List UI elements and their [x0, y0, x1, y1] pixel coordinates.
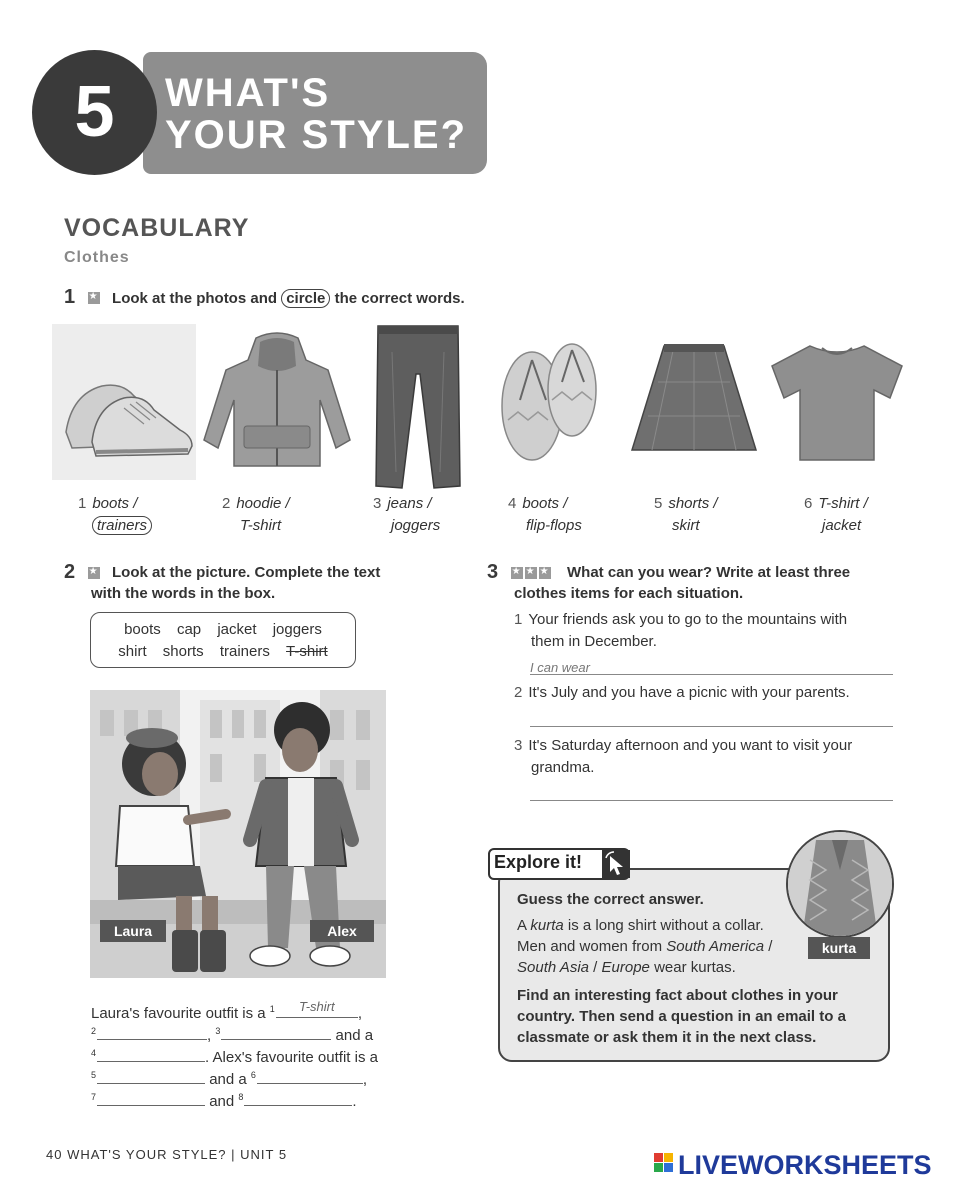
alex-label: Alex: [310, 920, 374, 942]
example-answer: T-shirt: [298, 999, 335, 1014]
gap-3-field[interactable]: [221, 1025, 331, 1040]
ex1-heading: [64, 286, 465, 309]
gap-number: 8: [238, 1092, 244, 1102]
jeans-photo: [372, 322, 464, 490]
ex2-text-line5: [91, 1086, 421, 1113]
trainers-photo: [52, 324, 196, 480]
hoodie-photo: [202, 330, 352, 470]
star-icon: [88, 292, 100, 304]
gap-number: 1: [269, 1004, 275, 1014]
ex1-item-number: 6: [804, 495, 813, 512]
liveworksheets-brand[interactable]: LIVEWORKSHEETS: [678, 1150, 932, 1180]
gap-number: 3: [215, 1026, 221, 1036]
ex2-instruction-line2: with the words in the box.: [91, 585, 276, 602]
word-box-item: shirt: [118, 643, 147, 660]
question-number: 3: [514, 737, 523, 754]
gap-6-field[interactable]: [257, 1069, 363, 1084]
ex1-item-number: 1: [78, 495, 87, 512]
ex1-item-number: 4: [508, 495, 517, 512]
question-number: 1: [514, 611, 523, 628]
star-icon: [511, 567, 523, 579]
ex1-option-a[interactable]: jeans /: [387, 495, 432, 512]
ex1-item-5: [654, 493, 764, 537]
ex1-item-4: [508, 493, 618, 537]
question-text-cont: grandma.: [531, 759, 595, 776]
word-box-item-used: T-shirt: [286, 643, 328, 660]
slash: /: [768, 938, 773, 955]
and-text: and: [209, 1093, 235, 1110]
alex-text: . Alex's favourite outfit is a: [205, 1049, 378, 1066]
answer-line-3[interactable]: [530, 780, 893, 801]
word-box-row1: [91, 619, 355, 641]
ex3-instruction-line1: What can you wear? Write at least three: [567, 564, 851, 581]
ex3-question-2: [514, 682, 894, 704]
section-title: VOCABULARY: [64, 214, 250, 242]
ex1-option-a[interactable]: boots /: [92, 495, 138, 512]
kurta-label: kurta: [808, 937, 870, 959]
unit-title: [165, 72, 467, 156]
ex1-option-a[interactable]: hoodie /: [236, 495, 290, 512]
laura-label: Laura: [100, 920, 166, 942]
answer-line-2[interactable]: [530, 706, 893, 727]
ex1-item-number: 5: [654, 495, 663, 512]
unit-number: 5: [74, 72, 115, 152]
and-a-text: and a: [335, 1027, 374, 1044]
ex1-item-2: [222, 493, 332, 537]
word-box-item: trainers: [219, 643, 270, 660]
word-box-row2: [91, 641, 355, 663]
gap-4-field[interactable]: [97, 1047, 205, 1062]
explore-option-south-america[interactable]: South America: [666, 938, 765, 955]
ex1-number: 1: [64, 286, 76, 308]
explore-paragraph: [517, 915, 797, 978]
tshirt-photo: [770, 342, 904, 464]
explore-task-line: Find an interesting fact about clothes in your: [517, 987, 838, 1004]
ex1-option-b[interactable]: T-shirt: [240, 517, 282, 534]
explore-kurta-word: kurta: [530, 917, 564, 934]
ex2-instruction-line1: Look at the picture. Complete the text: [112, 564, 381, 581]
ex3-number: 3: [487, 561, 499, 583]
explore-heading: Guess the correct answer.: [517, 891, 704, 908]
gap-5-field[interactable]: [97, 1069, 205, 1084]
gap-number: 2: [91, 1026, 97, 1036]
question-text: It's July and you have a picnic with your parents.: [528, 684, 850, 701]
gap-number: 6: [250, 1070, 256, 1080]
gap-number: 5: [91, 1070, 97, 1080]
ex1-option-a[interactable]: shorts /: [668, 495, 718, 512]
ex1-option-a[interactable]: boots /: [522, 495, 568, 512]
explore-task: [517, 985, 877, 1048]
gap-number: 7: [91, 1092, 97, 1102]
gap-number: 4: [91, 1048, 97, 1058]
explore-text: is a long shirt without a collar.: [567, 917, 764, 934]
gap-7-field[interactable]: [97, 1091, 205, 1106]
question-text: Your friends ask you to go to the mountains with: [528, 611, 848, 628]
ex2-number: 2: [64, 561, 76, 583]
explore-option-europe[interactable]: Europe: [601, 959, 650, 976]
explore-title: Explore it!: [494, 852, 583, 872]
explore-option-south-asia[interactable]: South Asia: [517, 959, 589, 976]
explore-text: A: [517, 917, 527, 934]
ex1-item-number: 2: [222, 495, 231, 512]
star-icon: [525, 567, 537, 579]
ex1-instruction-after: the correct words.: [334, 290, 465, 307]
ex3-instruction-line2: clothes items for each situation.: [514, 585, 744, 602]
ex3-question-3: [514, 735, 894, 779]
unit-title-line2: YOUR STYLE?: [165, 113, 468, 157]
word-box: [90, 612, 356, 668]
ex1-instruction: [112, 290, 465, 307]
explore-text: Men and women from: [517, 938, 663, 955]
comma: ,: [207, 1027, 212, 1044]
comma: ,: [357, 1005, 362, 1022]
and-a-text: and a: [209, 1071, 247, 1088]
word-box-item: boots: [124, 621, 161, 638]
footer-text: WHAT'S YOUR STYLE? | UNIT 5: [67, 1147, 288, 1162]
kurta-photo: [786, 830, 894, 938]
section-subtitle: Clothes: [64, 249, 130, 266]
explore-task-line: country. Then send a question in an email to a: [517, 1008, 846, 1025]
ex1-instruction-before: Look at the photos and: [112, 290, 278, 307]
ex1-item-1: [78, 493, 188, 537]
page-number: 40: [46, 1147, 63, 1162]
ex1-item-number: 3: [373, 495, 382, 512]
example-answer: I can wear: [530, 660, 590, 675]
ex1-option-b[interactable]: jacket: [822, 517, 862, 534]
ex1-option-b[interactable]: skirt: [672, 517, 700, 534]
question-text-cont: them in December.: [531, 633, 657, 650]
word-box-item: cap: [176, 621, 202, 638]
gap-2-field[interactable]: [97, 1025, 207, 1040]
flip-flops-photo: [498, 340, 600, 464]
ex2-heading: [64, 561, 102, 584]
ex1-option-b[interactable]: trainers: [92, 516, 152, 535]
ex1-option-b[interactable]: flip-flops: [526, 517, 582, 534]
gap-8-field[interactable]: [244, 1091, 352, 1106]
ex1-instruction-circle: circle: [281, 289, 330, 308]
ex1-item-3: [373, 493, 483, 537]
star-icon: [539, 567, 551, 579]
ex1-item-6: [804, 493, 914, 537]
answer-line-1[interactable]: [530, 654, 893, 675]
ex2-text-start: Laura's favourite outfit is a: [91, 1005, 266, 1022]
explore-text: wear kurtas.: [654, 959, 736, 976]
explore-task-line: classmate or ask them it in the next class.: [517, 1029, 817, 1046]
word-box-item: joggers: [272, 621, 322, 638]
word-box-item: jacket: [217, 621, 257, 638]
ex3-heading: [487, 561, 553, 584]
star-icon: [88, 567, 100, 579]
page-footer: [46, 1147, 287, 1162]
gap-1-field[interactable]: [276, 999, 358, 1018]
ex1-option-a[interactable]: T-shirt /: [818, 495, 868, 512]
ex3-question-1: [514, 609, 894, 653]
word-box-item: shorts: [162, 643, 204, 660]
unit-title-line1: WHAT'S: [165, 71, 331, 115]
comma: ,: [362, 1071, 368, 1088]
period: .: [352, 1093, 357, 1110]
liveworksheets-logo-icon: [654, 1153, 674, 1173]
slash: /: [593, 959, 598, 976]
cursor-click-icon: [602, 850, 630, 878]
question-text: It's Saturday afternoon and you want to visit your: [528, 737, 853, 754]
ex1-option-b[interactable]: joggers: [391, 517, 441, 534]
question-number: 2: [514, 684, 523, 701]
skirt-photo: [630, 342, 758, 454]
